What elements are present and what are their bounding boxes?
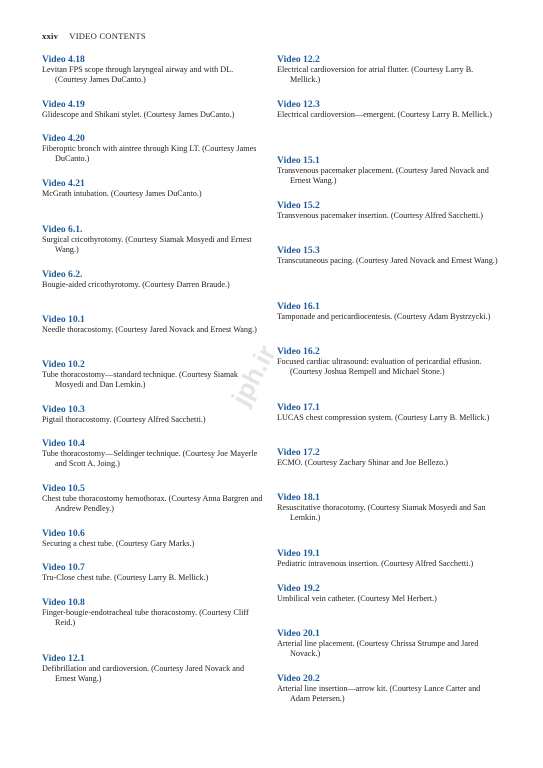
video-description: Chest tube thoracostomy hemothorax. (Courtesy Anna Bargren and Andrew Pendley.) bbox=[42, 494, 263, 514]
video-number: Video 18.1 bbox=[277, 492, 320, 503]
video-description: ECMO. (Courtesy Zachary Shinar and Joe Bellezo.) bbox=[277, 458, 448, 467]
video-entry bbox=[42, 597, 264, 628]
video-description: Pigtail thoracostomy. (Courtesy Alfred Sacchetti.) bbox=[42, 415, 206, 424]
video-number: Video 4.18 bbox=[42, 54, 85, 65]
watermark: jph.ir bbox=[225, 340, 282, 411]
page-number: xxiv bbox=[42, 31, 59, 41]
video-number: Video 6.1. bbox=[42, 224, 83, 235]
video-entry bbox=[277, 628, 499, 659]
video-number: Video 4.20 bbox=[42, 133, 85, 144]
video-number: Video 17.1 bbox=[277, 402, 320, 413]
video-number: Video 12.3 bbox=[277, 99, 320, 110]
video-description: LUCAS chest compression system. (Courtesy Larry B. Mellick.) bbox=[277, 413, 490, 422]
video-description: Resuscitative thoracotomy. (Courtesy Siamak Mosyedi and San Lemkin.) bbox=[277, 503, 486, 523]
video-number: Video 10.6 bbox=[42, 528, 85, 539]
video-entry bbox=[42, 269, 264, 290]
video-number: Video 12.1 bbox=[42, 653, 85, 664]
page-header bbox=[42, 31, 146, 41]
video-entry bbox=[277, 583, 499, 604]
video-entry bbox=[42, 314, 264, 335]
video-description: Needle thoracostomy. (Courtesy Jared Novack and Ernest Wang.) bbox=[42, 325, 257, 334]
video-entry bbox=[42, 178, 264, 199]
video-description: Arterial line insertion—arrow kit. (Courtesy Lance Carter and Adam Petersen.) bbox=[277, 684, 481, 704]
video-entry bbox=[277, 155, 499, 186]
video-number: Video 10.3 bbox=[42, 404, 85, 415]
video-description: Tube thoracostomy—standard technique. (Courtesy Siamak Mosyedi and Dan Lemkin.) bbox=[42, 370, 238, 390]
video-description: Securing a chest tube. (Courtesy Gary Marks.) bbox=[42, 539, 195, 548]
video-number: Video 19.1 bbox=[277, 548, 320, 559]
video-number: Video 10.7 bbox=[42, 562, 85, 573]
video-entry bbox=[277, 301, 499, 322]
video-number: Video 16.1 bbox=[277, 301, 320, 312]
video-entry bbox=[277, 99, 499, 120]
video-entry bbox=[42, 562, 264, 583]
video-description: Pediatric intravenous insertion. (Courtesy Alfred Sacchetti.) bbox=[277, 559, 474, 568]
video-number: Video 15.2 bbox=[277, 200, 320, 211]
video-number: Video 10.5 bbox=[42, 483, 85, 494]
video-entry bbox=[42, 528, 264, 549]
video-entry bbox=[277, 673, 499, 704]
video-entry bbox=[42, 99, 264, 120]
video-number: Video 10.8 bbox=[42, 597, 85, 608]
video-entry bbox=[277, 200, 499, 221]
video-entry bbox=[42, 653, 264, 684]
video-number: Video 15.1 bbox=[277, 155, 320, 166]
video-description: Tamponade and pericardiocentesis. (Courtesy Adam Bystrzycki.) bbox=[277, 312, 491, 321]
video-number: Video 4.19 bbox=[42, 99, 85, 110]
video-entry bbox=[277, 54, 499, 85]
video-entry bbox=[42, 404, 264, 425]
video-description: Arterial line placement. (Courtesy Chrissa Strumpe and Jared Novack.) bbox=[277, 639, 479, 659]
video-number: Video 4.21 bbox=[42, 178, 85, 189]
video-description: Surgical cricothyrotomy. (Courtesy Siamak Mosyedi and Ernest Wang.) bbox=[42, 235, 252, 255]
video-number: Video 12.2 bbox=[277, 54, 320, 65]
video-number: Video 19.2 bbox=[277, 583, 320, 594]
video-entry bbox=[42, 54, 264, 85]
video-number: Video 17.2 bbox=[277, 447, 320, 458]
video-entry bbox=[277, 492, 499, 523]
video-description: Transvenous pacemaker insertion. (Courtesy Alfred Sacchetti.) bbox=[277, 211, 483, 220]
video-description: Tube thoracostomy—Seldinger technique. (Courtesy Joe Mayerle and Scott A. Joing.) bbox=[42, 449, 258, 469]
video-description: Levitan FPS scope through laryngeal airway and with DL. (Courtesy James DuCanto.) bbox=[42, 65, 234, 85]
video-entry bbox=[277, 245, 499, 266]
section-title: VIDEO CONTENTS bbox=[69, 31, 146, 41]
video-entry bbox=[42, 359, 264, 390]
video-number: Video 20.1 bbox=[277, 628, 320, 639]
video-number: Video 15.3 bbox=[277, 245, 320, 256]
video-description: Glidescope and Shikani stylet. (Courtesy James DuCanto.) bbox=[42, 110, 235, 119]
video-description: Finger-bougie-endotracheal tube thoracostomy. (Courtesy Cliff Reid.) bbox=[42, 608, 249, 628]
video-entry bbox=[42, 133, 264, 164]
video-description: Electrical cardioversion for atrial flutter. (Courtesy Larry B. Mellick.) bbox=[277, 65, 474, 85]
video-number: Video 10.2 bbox=[42, 359, 85, 370]
video-entry bbox=[277, 548, 499, 569]
video-number: Video 10.4 bbox=[42, 438, 85, 449]
video-description: McGrath intubation. (Courtesy James DuCanto.) bbox=[42, 189, 202, 198]
video-number: Video 16.2 bbox=[277, 346, 320, 357]
video-entry bbox=[277, 402, 499, 423]
video-entry bbox=[277, 447, 499, 468]
video-description: Focused cardiac ultrasound: evaluation of pericardial effusion. (Courtesy Joshua Rempell and Michael Stone.) bbox=[277, 357, 482, 377]
video-description: Defibrillation and cardioversion. (Courtesy Jared Novack and Ernest Wang.) bbox=[42, 664, 245, 684]
video-description: Bougie-aided cricothyrotomy. (Courtesy Darren Braude.) bbox=[42, 280, 230, 289]
video-number: Video 20.2 bbox=[277, 673, 320, 684]
video-description: Transcutaneous pacing. (Courtesy Jared Novack and Ernest Wang.) bbox=[277, 256, 498, 265]
video-description: Transvenous pacemaker placement. (Courtesy Jared Novack and Ernest Wang.) bbox=[277, 166, 489, 186]
video-description: Fiberoptic bronch with aintree through King LT. (Courtesy James DuCanto.) bbox=[42, 144, 257, 164]
video-entry bbox=[42, 438, 264, 469]
video-entry bbox=[42, 224, 264, 255]
video-entry bbox=[42, 483, 264, 514]
video-description: Electrical cardioversion—emergent. (Courtesy Larry B. Mellick.) bbox=[277, 110, 492, 119]
video-number: Video 6.2. bbox=[42, 269, 83, 280]
video-number: Video 10.1 bbox=[42, 314, 85, 325]
video-entry bbox=[277, 346, 499, 377]
video-description: Umbilical vein catheter. (Courtesy Mel Herbert.) bbox=[277, 594, 437, 603]
video-description: Tru-Close chest tube. (Courtesy Larry B. Mellick.) bbox=[42, 573, 209, 582]
